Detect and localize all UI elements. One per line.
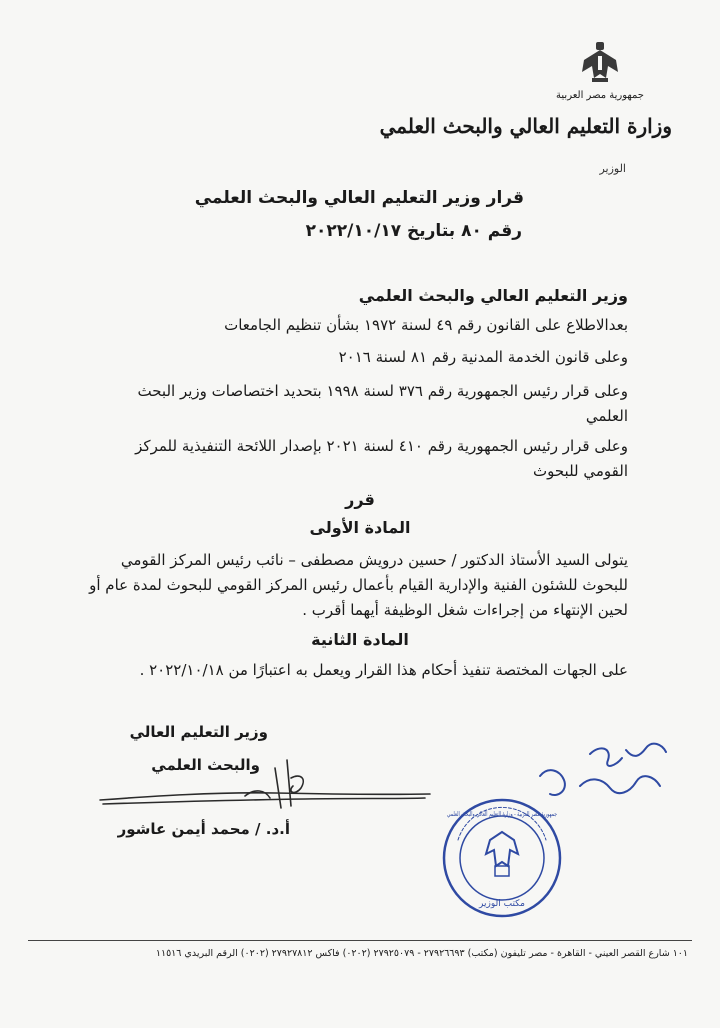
article-1-heading: المادة الأولى [309,518,411,537]
decree-title: قرار وزير التعليم العالي والبحث العلمي [194,188,524,208]
signatory-title-line-1: وزير التعليم العالي [129,723,268,741]
article-1-line-1: يتولى السيد الأستاذ الدكتور / حسين درويش مصطفى – نائب رئيس المركز القومي [120,551,628,569]
article-1-line-3: لحين الإنتهاء من إجراءات شغل الوظيفة أيهما أقرب . [302,601,628,619]
footer-divider [28,940,692,941]
eagle-emblem-icon [578,38,622,86]
preamble-paragraph-3-line-1: وعلى قرار رئيس الجمهورية رقم ٣٧٦ لسنة ١٩٩٨ بتحديد اختصاصات وزير البحث [137,382,628,400]
letterhead-country: جمهورية مصر العربية [556,90,644,101]
footer-contact: ١٠١ شارع القصر العيني - القاهرة - مصر تليفون (مكتب) ٢٧٩٢٦٦٩٣ - ٢٧٩٢٥٠٧٩ (٠٢٠٢) فاكس ٢٧٩٢٧٨١٢ (٠٢٠٢) الرقم البريدي ١١٥١٦ [155,948,688,959]
decree-number: رقم ٨٠ بتاريخ ٢٠٢٢/١٠/١٧ [305,221,522,241]
seal-bottom-text: مكتب الوزير [479,899,525,909]
preamble-paragraph-3-line-2: العلمي [585,407,628,425]
handwritten-signature-icon [95,748,435,818]
seal-ring-text: جمهورية مصر العربية - وزارة التعليم العالي والبحث العلمي [447,810,557,818]
decided-heading: قرر [345,490,375,509]
signatory-name: أ.د. / محمد أيمن عاشور [117,820,290,838]
signatory-title-line-2: والبحث العلمي [151,756,260,774]
article-1-line-2: للبحوث للشئون الفنية والإدارية القيام بأعمال رئيس المركز القومي للبحوث لمدة عام أو [89,576,628,594]
addressee: وزير التعليم العالي والبحث العلمي [358,286,628,305]
preamble-paragraph-4-line-2: القومي للبحوث [533,462,628,480]
official-seal-icon [440,736,680,926]
article-2-line-1: على الجهات المختصة تنفيذ أحكام هذا القرار ويعمل به اعتبارًا من ٢٠٢٢/١٠/١٨ . [139,661,628,679]
letterhead-ministry: وزارة التعليم العالي والبحث العلمي [379,114,672,138]
preamble-paragraph-2: وعلى قانون الخدمة المدنية رقم ٨١ لسنة ٢٠١٦ [338,348,628,366]
preamble-paragraph-1: بعدالاطلاع على القانون رقم ٤٩ لسنة ١٩٧٢ بشأن تنظيم الجامعات [224,316,628,334]
letterhead-office: الوزير [599,162,626,175]
preamble-paragraph-4-line-1: وعلى قرار رئيس الجمهورية رقم ٤١٠ لسنة ٢٠٢١ بإصدار اللائحة التنفيذية للمركز [135,437,628,455]
article-2-heading: المادة الثانية [311,630,409,649]
